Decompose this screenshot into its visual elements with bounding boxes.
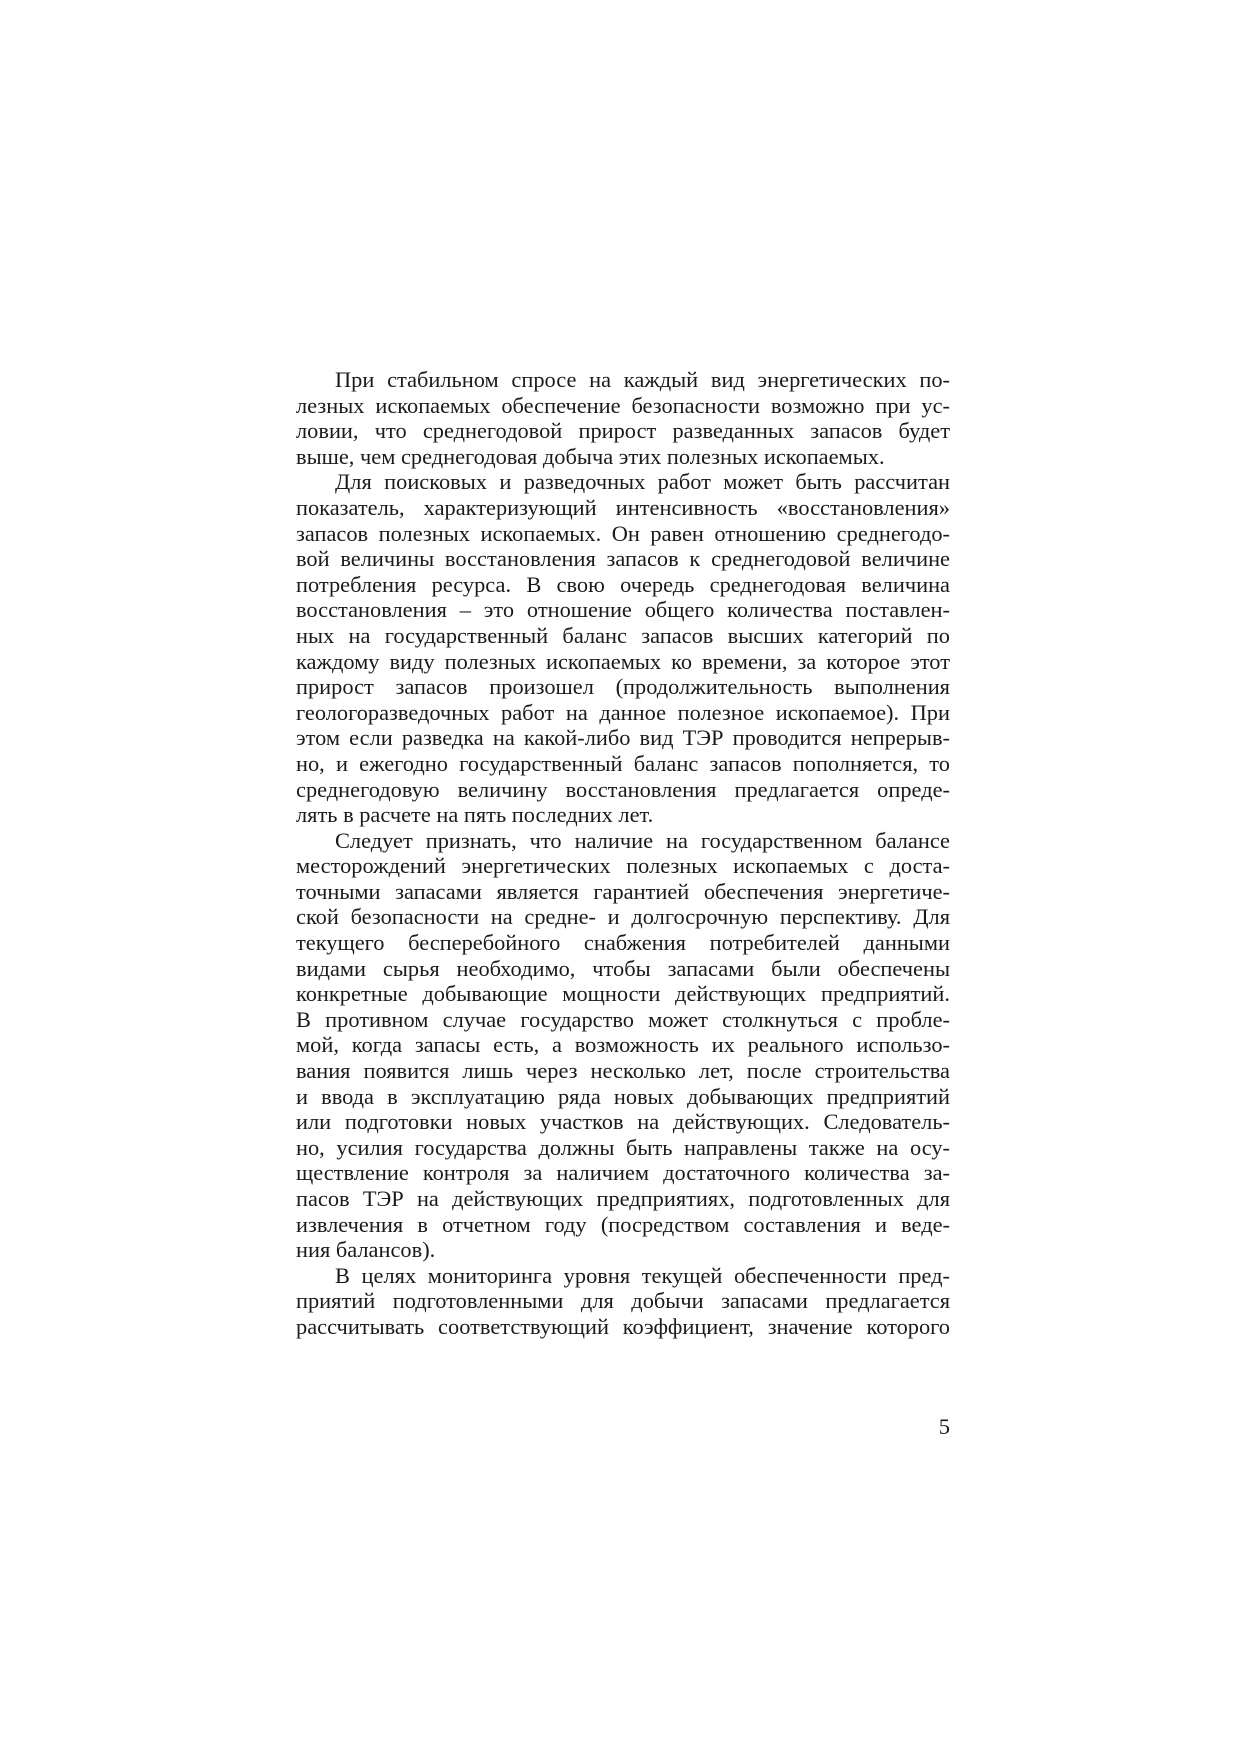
text-line: лять в расчете на пять последних лет.	[296, 802, 654, 828]
text-line: В противном случае государство может столкнуться с пробле-	[296, 1006, 950, 1032]
text-line: ных на государственный баланс запасов высших категорий по	[296, 622, 950, 648]
text-line: При стабильном спросе на каждый вид энергетических по-	[335, 367, 950, 392]
text-line: и ввода в эксплуатацию ряда новых добывающих предприятий	[296, 1083, 950, 1109]
paragraph	[296, 469, 950, 827]
text-line: извлечения в отчетном году (посредством составления и веде-	[296, 1211, 950, 1237]
paragraph	[296, 1263, 950, 1340]
text-line: среднегодовую величину восстановления предлагается опреде-	[296, 776, 950, 802]
text-line: мой, когда запасы есть, а возможность их реального использо-	[296, 1032, 950, 1058]
text-line: приятий подготовленными для добычи запасами предлагается	[296, 1288, 950, 1314]
text-line: точными запасами является гарантией обеспечения энергетиче-	[296, 878, 950, 904]
text-line: геологоразведочных работ на данное полезное ископаемое). При	[296, 699, 950, 725]
text-line: каждому виду полезных ископаемых ко времени, за которое этот	[296, 648, 950, 674]
paragraph	[296, 367, 950, 469]
text-line: конкретные добывающие мощности действующих предприятий.	[296, 981, 950, 1007]
text-line: рассчитывать соответствующий коэффициент, значение которого	[296, 1313, 950, 1339]
text-line: потребления ресурса. В свою очередь среднегодовая величина	[296, 571, 950, 597]
text-line: показатель, характеризующий интенсивность «восстановления»	[296, 494, 950, 520]
text-line: лезных ископаемых обеспечение безопасности возможно при ус-	[296, 392, 950, 418]
text-line: ской безопасности на средне- и долгосрочную перспективу. Для	[296, 904, 950, 930]
page-number: 5	[938, 1414, 950, 1439]
text-line: вания появится лишь через несколько лет, после строительства	[296, 1058, 950, 1084]
text-line: восстановления – это отношение общего количества поставлен-	[296, 597, 950, 623]
text-line: этом если разведка на какой-либо вид ТЭР проводится непрерыв-	[296, 725, 950, 751]
text-line: ния балансов).	[296, 1237, 436, 1263]
text-line: видами сырья необходимо, чтобы запасами были обеспечены	[296, 955, 950, 981]
text-line: Для поисковых и разведочных работ может быть рассчитан	[335, 469, 950, 495]
text-line: ществление контроля за наличием достаточного количества за-	[296, 1160, 950, 1186]
text-line: В целях мониторинга уровня текущей обеспеченности пред-	[335, 1262, 950, 1288]
text-line: или подготовки новых участков на действующих. Следователь-	[296, 1109, 950, 1135]
text-line: текущего бесперебойного снабжения потребителей данными	[296, 930, 950, 956]
text-line: выше, чем среднегодовая добыча этих полезных ископаемых.	[296, 443, 885, 469]
text-line: ловии, что среднегодовой прирост разведанных запасов будет	[296, 418, 950, 444]
text-line: запасов полезных ископаемых. Он равен отношению среднегодо-	[296, 520, 950, 546]
text-line: пасов ТЭР на действующих предприятиях, подготовленных для	[296, 1186, 950, 1211]
text-line: но, и ежегодно государственный баланс запасов пополняется, то	[296, 750, 950, 776]
text-line: месторождений энергетических полезных ископаемых с доста-	[296, 853, 950, 879]
text-line: прирост запасов произошел (продолжительность выполнения	[296, 674, 950, 700]
text-line: но, усилия государства должны быть направлены также на осу-	[296, 1134, 950, 1160]
paragraph	[296, 828, 950, 1263]
body-text	[296, 367, 950, 1340]
text-line: Следует признать, что наличие на государственном балансе	[335, 827, 950, 853]
text-line: вой величины восстановления запасов к среднегодовой величине	[296, 546, 950, 572]
